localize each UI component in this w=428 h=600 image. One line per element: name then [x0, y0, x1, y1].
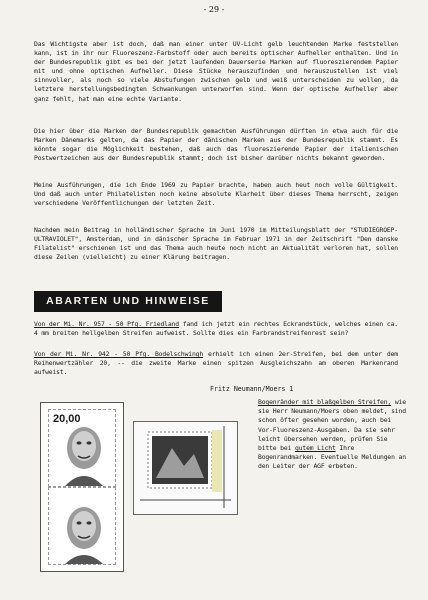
stamp-bottom: [48, 487, 116, 565]
section-banner: ABARTEN UND HINWEISE: [34, 291, 222, 312]
note-bodelschwingh-lead: Von der Mi. Nr. 942 - 50 Pfg. Bodelschwingh: [34, 350, 204, 358]
note-friedland-text: fand ich jetzt ein rechtes Eckrandstück, welches einen ca. 4 mm breiten hellgelben Streifen aufweist. Sollte dies ein Farbrandstreifenrest sein?: [34, 320, 399, 338]
bogen-lead: Bogenränder mit blaßgelben Streifen,: [258, 398, 392, 406]
bogen-emphasis: gutem Licht: [294, 444, 336, 453]
stamp-strip-image: [40, 402, 124, 572]
paragraph-uv-light: Das Wichtigste aber ist doch, daß man einer unter UV-Licht gelb leuchtenden Marke feststellen kann, ist in ihr nur Fluoreszenz-Farbstoff oder auch bereits optischer Aufheller enthalten. Und in der Bundesrepublik gibt es bei der jetzt laufenden Dauerserie Marken auf fluoreszierendem Papier mit und ohne optischen Aufheller. Diese Stücke herauszufinden und herauszustellen ist viel sinnvoller, als noch so viele Abstufungen zwischen gelb und weiß unterscheiden zu wollen, da letztere herstellungsbedingten Schwankungen unterworfen sind. Wenn der optische Aufheller aber ganz fehlt, hat man eine echte Variante.: [34, 40, 398, 103]
page-number: - 29 -: [203, 5, 225, 14]
note-friedland: [34, 320, 398, 338]
portrait-icon: [49, 488, 115, 564]
note-bogenraender: [258, 398, 408, 472]
stamp-corner-photo: [133, 421, 238, 515]
paragraph-publication: Nachdem mein Beitrag in holländischer Sprache im Juni 1970 im Mitteilungsblatt der "STUDIEGROEP-ULTRAVIOLET", Amsterdam, und in dänischer Sprache im Februar 1971 in der Zeitschrift "Den danske Filatelist" erschienen ist und das Thema auch heute noch nicht an Aktualität verloren hat, sollen diese Zeilen (vielleicht) zu einer Klärung beitragen.: [34, 226, 398, 262]
note-friedland-lead: Von der Mi. Nr. 957 - 50 Pfg. Friedland: [34, 320, 179, 328]
paragraph-validity: Meine Ausführungen, die ich Ende 1969 zu Papier brachte, haben auch heut noch volle Gültigkeit. Und daß auch unter Philatelisten noch keine absolute Klarheit über dieses Thema herrscht, zeigen verschiedene Veröffentlichungen der letzten Zeit.: [34, 181, 398, 208]
stamp-photo-illustration: [134, 422, 237, 514]
note-bodelschwingh-text: erhielt ich einen 2er-Streifen, bei dem unter dem Reihenwertzähler 20, -- die zweite Marke einen spitzen Ausgleichszahn am oberen Markenrand aufweist.: [34, 350, 398, 377]
bogen-end: Ihre Bogenrandmarken. Eventuelle Meldungen an den Leiter der AGF erbeten.: [258, 444, 406, 471]
paragraph-denmark: Die hier über die Marken der Bundesrepublik gemachten Ausführungen dürften in etwa auch für die Marken Dänemarks gelten, da das Papier der dänischen Marken aus der Bundesrepublik stammt. Es könnte sogar die Möglichkeit bestehen, daß auch das fluoreszierende Papier der italienischen Postwertzeichen aus der Bundesrepublik stammt; doch ist bisher darüber nichts bekannt geworden.: [34, 127, 398, 163]
stamp-value: 20,00: [53, 413, 81, 425]
bogen-text: wie sie Herr Neumann/Moers oben meldet, sind schon öfter gesehen worden, auch bei Vor-Fluoreszenz-Ausgaben. Da sie sehr leicht übersehen werden, prüfen Sie bitte bei: [258, 398, 406, 453]
stamp-top: [48, 409, 116, 487]
note-bodelschwingh: [34, 350, 398, 377]
author-signature: Fritz Neumann/Moers 1: [210, 385, 294, 393]
